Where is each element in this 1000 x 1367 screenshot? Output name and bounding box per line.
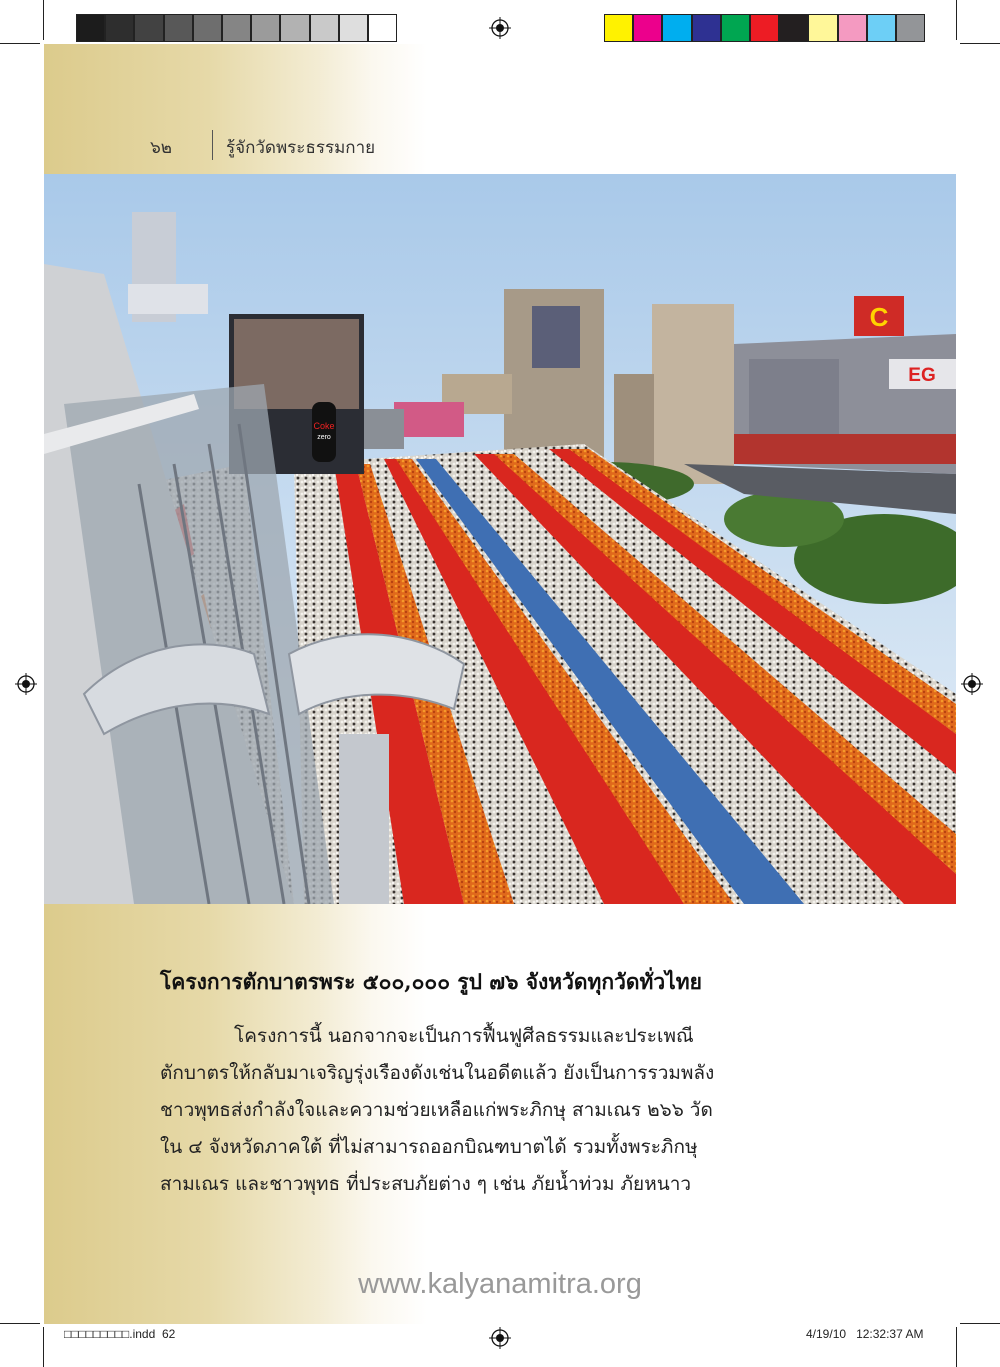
slug-file-name: □□□□□□□□□.indd: [64, 1327, 156, 1341]
color-swatch: [251, 14, 280, 42]
slug-time: 12:32:37 AM: [856, 1327, 924, 1341]
paragraph-line: ใน ๔ จังหวัดภาคใต้ ที่ไม่สามารถออกบิณฑบาตได้ รวมทั้งพระภิกษุ: [160, 1136, 698, 1158]
color-swatch: [193, 14, 222, 42]
paragraph-line: โครงการนี้ นอกจากจะเป็นการฟื้นฟูศีลธรรมและประเพณี: [234, 1025, 694, 1047]
color-swatch: [838, 14, 867, 42]
registration-mark-icon: [489, 1327, 511, 1349]
article-paragraph: [160, 1018, 840, 1203]
color-swatch: [105, 14, 134, 42]
color-swatch: [779, 14, 808, 42]
zero-sign: zero: [317, 434, 331, 441]
color-swatch: [134, 14, 163, 42]
header-divider: [212, 130, 213, 160]
slug-timestamp: [806, 1327, 923, 1341]
slug-file-info: [64, 1327, 175, 1341]
color-swatch: [604, 14, 633, 42]
color-swatch: [808, 14, 837, 42]
color-swatch: [633, 14, 662, 42]
color-swatch: [222, 14, 251, 42]
running-header-title: รู้จักวัดพระธรรมกาย: [226, 138, 376, 158]
website-watermark: www.kalyanamitra.org: [358, 1268, 642, 1300]
color-swatch: [867, 14, 896, 42]
color-swatch: [662, 14, 691, 42]
paragraph-line: ตักบาตรให้กลับมาเจริญรุ่งเรืองดังเช่นในอดีตแล้ว ยังเป็นการรวมพลัง: [160, 1062, 715, 1084]
color-swatch: [164, 14, 193, 42]
article-heading: โครงการตักบาตรพระ ๕๐๐,๐๐๐ รูป ๗๖ จังหวัดทุกวัดทั่วไทย: [160, 969, 702, 994]
color-swatch: [339, 14, 368, 42]
color-swatch: [280, 14, 309, 42]
color-swatch: [368, 14, 397, 42]
slug-date: 4/19/10: [806, 1327, 847, 1341]
registration-mark-icon: [15, 673, 37, 695]
color-swatch: [896, 14, 925, 42]
color-swatch: [692, 14, 721, 42]
color-swatch: [76, 14, 105, 42]
paragraph-line: ชาวพุทธส่งกำลังใจและความช่วยเหลือแก่พระภิกษุ สามเณร ๒๖๖ วัด: [160, 1099, 713, 1121]
color-swatch: [750, 14, 779, 42]
alms-giving-crowd-photo: [44, 174, 956, 904]
color-swatch: [310, 14, 339, 42]
mall-sign: C: [869, 302, 889, 332]
mall-eg-sign: EG: [908, 365, 936, 386]
page-number: ๖๒: [150, 138, 172, 158]
registration-mark-icon: [961, 673, 983, 695]
registration-mark-icon: [489, 17, 511, 39]
coke-sign: Coke: [313, 421, 335, 431]
color-swatch: [721, 14, 750, 42]
slug-page-number: 62: [161, 1327, 176, 1341]
paragraph-line: สามเณร และชาวพุทธ ที่ประสบภัยต่าง ๆ เช่น ภัยน้ำท่วม ภัยหนาว: [160, 1173, 692, 1195]
